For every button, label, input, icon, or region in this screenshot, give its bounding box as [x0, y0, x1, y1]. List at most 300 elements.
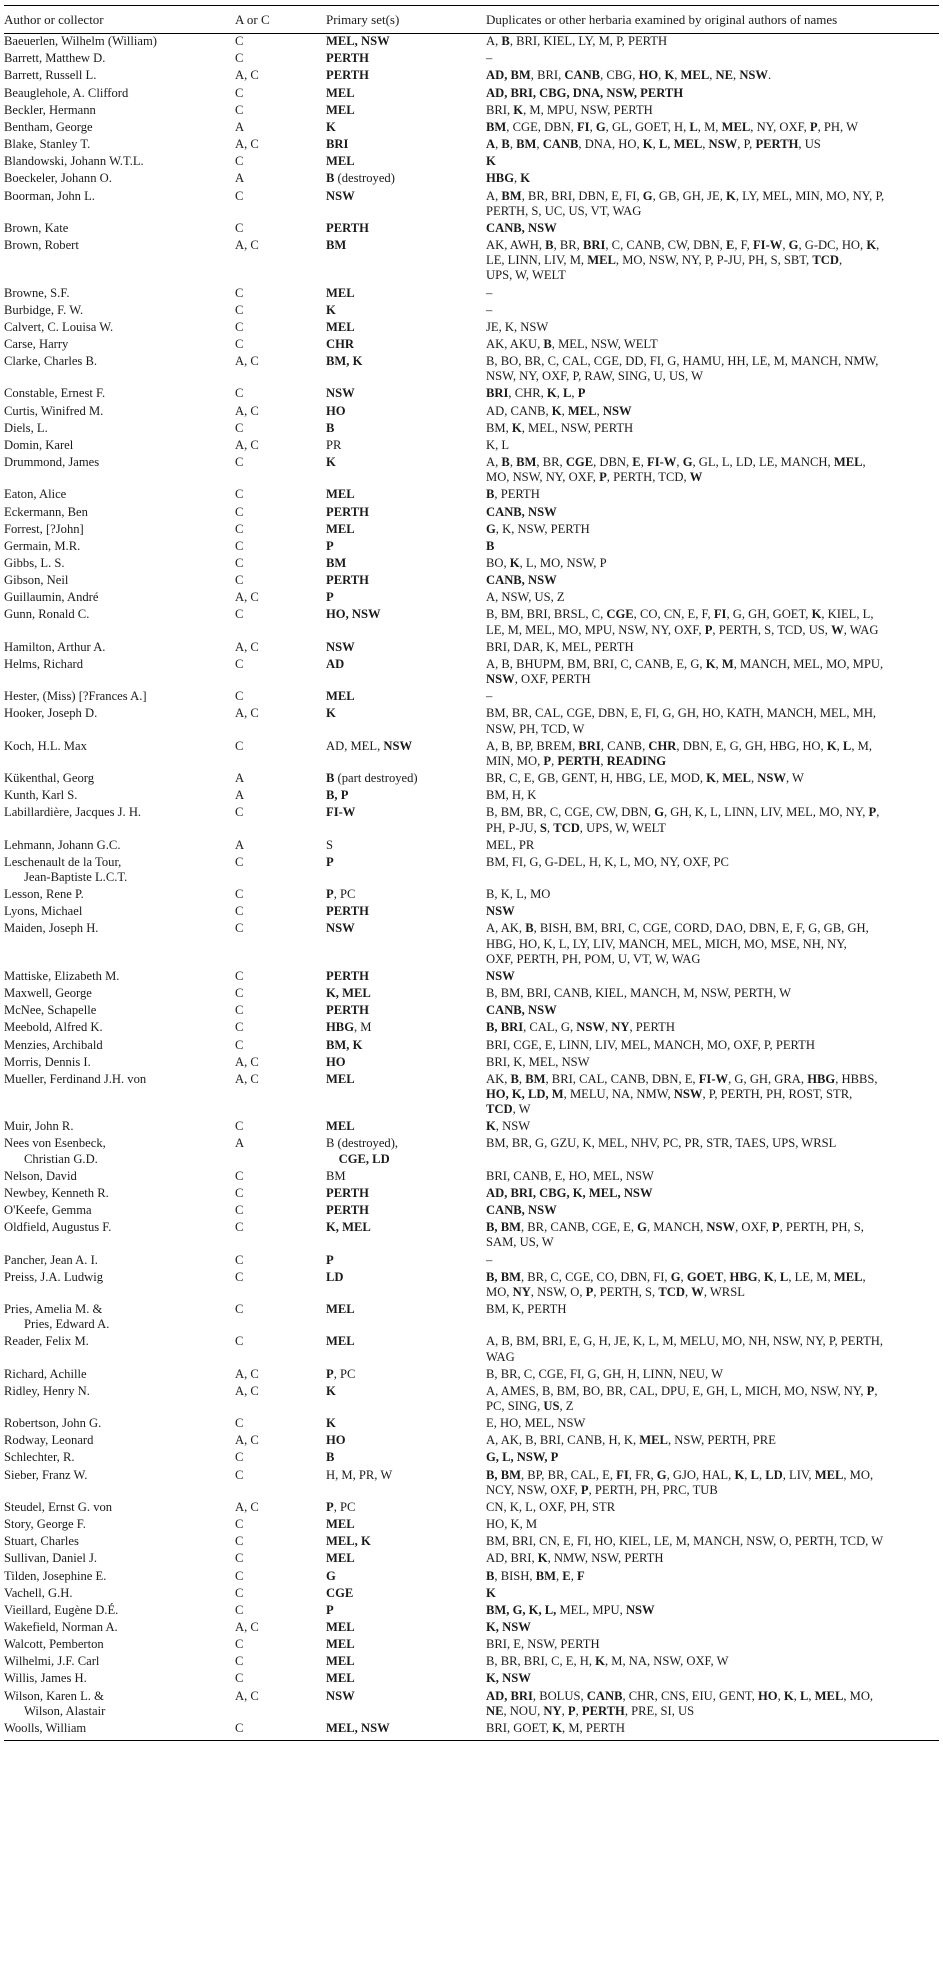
table-row: [4, 838, 939, 855]
text-segment: P: [599, 470, 607, 485]
text-segment: G: [595, 119, 606, 134]
text-segment: A,: [486, 455, 502, 470]
author-cell: [4, 404, 235, 421]
text-segment: PERTH: [326, 1185, 369, 1200]
a-or-c-cell: C: [235, 1467, 244, 1482]
a-or-c-cell: A, C: [235, 437, 259, 452]
a-or-c-cell: C: [235, 319, 244, 334]
table-row: [4, 1517, 939, 1534]
primary-set-cell: [326, 1186, 486, 1203]
duplicates-cell: [486, 805, 939, 837]
table-row: [4, 487, 939, 504]
table-row: [4, 438, 939, 455]
text-segment: .: [768, 68, 772, 83]
text-segment: NSW: [486, 968, 515, 983]
text-segment: HO: [326, 1433, 346, 1448]
text-segment: , BISH,: [494, 1568, 536, 1583]
text-segment: K: [509, 556, 520, 570]
table-row: [4, 805, 939, 837]
a-or-c-cell: C: [235, 51, 244, 66]
text-segment: , M,: [851, 738, 872, 753]
primary-set-cell: [326, 1468, 486, 1500]
primary-set-cell: [326, 1433, 486, 1450]
text-segment: BM: [326, 556, 347, 570]
primary-set-cell: [326, 1517, 486, 1534]
text-segment: FI: [616, 1467, 629, 1482]
author-name: Christian G.D.: [24, 1151, 98, 1166]
table-row: [4, 386, 939, 403]
text-segment: FI-W: [647, 455, 677, 470]
text-segment: AD, BM: [486, 68, 531, 83]
duplicates-cell: [486, 103, 939, 120]
text-segment: A, B, BM, BRI, E, G, H, JE, K, L, M, MELU, MO, NH, NSW, NY, P, PERTH,: [486, 1334, 884, 1349]
author-cell: [4, 1220, 235, 1252]
a-or-c-cell: C: [235, 420, 244, 435]
text-segment: B: [326, 420, 335, 435]
author-cell: [4, 455, 235, 487]
text-segment: HO, K, LD, M: [486, 1087, 564, 1101]
text-segment: LD: [765, 1467, 783, 1482]
author-cell: [4, 1169, 235, 1186]
text-segment: BRI, DAR, K, MEL, PERTH: [486, 639, 634, 654]
text-segment: P: [543, 753, 552, 768]
primary-set-cell: [326, 539, 486, 556]
author-name: Blake, Stanley T.: [4, 137, 91, 152]
text-segment: ,: [596, 403, 603, 418]
text-segment: HO, K, M: [486, 1517, 538, 1532]
author-name: Nelson, David: [4, 1168, 77, 1183]
text-segment: AD, BRI, CBG, K, MEL, NSW: [486, 1185, 653, 1200]
duplicates-cell: [486, 120, 939, 137]
text-segment: BM: [535, 1568, 556, 1583]
text-segment: K: [520, 171, 531, 186]
text-segment: P: [326, 887, 334, 902]
text-segment: AD: [326, 656, 345, 671]
a-or-c-cell: C: [235, 1302, 244, 1317]
a-or-c-cell: C: [235, 854, 244, 869]
a-or-c-cell: C: [235, 102, 244, 117]
table-row: [4, 640, 939, 657]
primary-set-cell: [326, 1586, 486, 1603]
text-segment: AK,: [486, 1071, 511, 1086]
table-row: [4, 1055, 939, 1072]
table-row: [4, 1119, 939, 1136]
primary-set-cell: [326, 986, 486, 1003]
text-segment: PERTH, S, UC, US, VT, WAG: [486, 203, 642, 218]
text-segment: , G, GH, GOET,: [726, 607, 812, 622]
text-segment: B: [545, 238, 554, 253]
author-name: Drummond, James: [4, 455, 100, 470]
a-or-c-cell: C: [235, 1185, 244, 1200]
a-or-c-cell: C: [235, 188, 244, 203]
a-or-c-cell: A, C: [235, 706, 259, 721]
a-or-c-cell: A, C: [235, 1071, 259, 1086]
a-or-c-cell: C: [235, 887, 244, 902]
text-segment: US: [543, 1398, 560, 1413]
author-cell: [4, 354, 235, 386]
author-cell: [4, 805, 235, 837]
text-segment: PERTH: [326, 1203, 369, 1218]
a-or-c-cell: C: [235, 607, 244, 622]
duplicates-cell: [486, 238, 939, 285]
text-segment: , G-DC, HO,: [798, 238, 867, 253]
text-segment: ,: [570, 1568, 577, 1583]
duplicates-cell: [486, 421, 939, 438]
duplicates-cell: [486, 1119, 939, 1136]
primary-set-cell: [326, 1270, 486, 1302]
text-segment: SAM, US, W: [486, 1235, 554, 1250]
author-cell: [4, 1433, 235, 1450]
text-segment: NSW: [326, 1688, 355, 1703]
table-row: [4, 68, 939, 85]
text-segment: TCD: [553, 820, 580, 835]
author-name: Gunn, Ronald C.: [4, 607, 90, 622]
text-segment: BM: [525, 1071, 546, 1086]
text-segment: L: [658, 137, 668, 152]
author-cell: [4, 838, 235, 855]
duplicates-cell: [486, 590, 939, 607]
primary-set-cell: [326, 1637, 486, 1654]
text-segment: , PERTH, S,: [593, 1284, 659, 1299]
text-segment: ,: [757, 1269, 764, 1284]
text-segment: P: [326, 854, 334, 869]
a-or-c-cell: A: [235, 788, 245, 803]
text-segment: BRI: [582, 238, 606, 253]
author-cell: [4, 1654, 235, 1671]
primary-set-cell: [326, 1055, 486, 1072]
text-segment: L: [799, 1688, 809, 1703]
duplicates-cell: [486, 904, 939, 921]
author-cell: [4, 706, 235, 738]
text-segment: ,: [556, 1568, 563, 1583]
text-segment: HO: [638, 68, 659, 83]
author-name: Stuart, Charles: [4, 1534, 79, 1549]
a-or-c-cell: C: [235, 556, 244, 570]
text-segment: NSW: [576, 1020, 605, 1035]
table-row: [4, 221, 939, 238]
text-segment: B, BM, BRI, CANB, KIEL, MANCH, M, NSW, PERTH, W: [486, 986, 792, 1001]
text-segment: ,: [793, 1688, 800, 1703]
text-segment: BRI, E, NSW, PERTH: [486, 1637, 600, 1652]
primary-set-cell: [326, 1569, 486, 1586]
author-name: Barrett, Russell L.: [4, 68, 97, 83]
primary-set-cell: [326, 1551, 486, 1568]
text-segment: , OXF, PERTH: [514, 672, 591, 687]
text-segment: CANB: [542, 137, 579, 152]
a-or-c-cell: A, C: [235, 1499, 259, 1514]
text-segment: , MO,: [843, 1688, 874, 1703]
author-name: Bentham, George: [4, 119, 93, 134]
primary-set-cell: [326, 969, 486, 986]
author-cell: [4, 657, 235, 689]
text-segment: K: [551, 403, 562, 418]
text-segment: PERTH: [326, 220, 369, 235]
a-or-c-cell: C: [235, 538, 244, 553]
text-segment: ,: [556, 386, 563, 401]
author-cell: [4, 137, 235, 154]
text-segment: , M, MPU, NSW, PERTH: [523, 102, 653, 117]
text-segment: PERTH: [326, 1003, 369, 1018]
duplicates-cell: [486, 1055, 939, 1072]
author-cell: [4, 1620, 235, 1637]
table-row: [4, 505, 939, 522]
text-segment: , GL, GOET, H,: [605, 119, 690, 134]
text-segment: ,: [514, 171, 521, 186]
author-cell: [4, 1003, 235, 1020]
author-name: Robertson, John G.: [4, 1416, 102, 1431]
text-segment: ,: [733, 68, 740, 83]
text-segment: G: [326, 1568, 336, 1583]
text-segment: ,: [575, 1703, 582, 1718]
text-segment: , MEL, NSW, WELT: [551, 336, 658, 351]
table-row: [4, 887, 939, 904]
text-segment: PERTH: [326, 51, 369, 66]
text-segment: G: [486, 521, 496, 536]
text-segment: , CHR, CNS, EIU, GENT,: [622, 1688, 758, 1703]
text-segment: HO: [757, 1688, 778, 1703]
text-segment: AK, AWH,: [486, 238, 546, 253]
a-or-c-cell: A: [235, 771, 245, 786]
text-segment: A, NSW, US, Z: [486, 590, 565, 605]
author-name: Barrett, Matthew D.: [4, 51, 106, 66]
author-cell: [4, 1186, 235, 1203]
text-segment: MEL: [326, 154, 355, 169]
text-segment: E, HO, MEL, NSW: [486, 1416, 586, 1431]
text-segment: MEL: [722, 771, 751, 786]
text-segment: E: [562, 1568, 571, 1583]
duplicates-cell: [486, 706, 939, 738]
text-segment: ,: [518, 1071, 526, 1086]
text-segment: , BR, C, CGE, CO, DBN, FI,: [520, 1269, 671, 1284]
duplicates-cell: [486, 86, 939, 103]
text-segment: CGE: [606, 607, 634, 622]
text-segment: , NSW, PERTH, PRE: [667, 1433, 776, 1448]
a-or-c-cell: A, C: [235, 1620, 259, 1634]
text-segment: , PC: [333, 1499, 356, 1514]
text-segment: –: [486, 285, 493, 300]
text-segment: B: [326, 171, 335, 186]
primary-set-cell: [326, 455, 486, 487]
author-name: Burbidge, F. W.: [4, 302, 84, 317]
text-segment: A, B, BHUPM, BM, BRI, C, CANB, E, G,: [486, 656, 706, 671]
a-or-c-cell: A: [235, 171, 245, 186]
duplicates-cell: [486, 1468, 939, 1500]
text-segment: ,: [862, 455, 866, 470]
text-segment: K: [763, 1269, 774, 1284]
duplicates-cell: [486, 607, 939, 639]
author-name: Richard, Achille: [4, 1366, 87, 1381]
text-segment: BR, C, E, GB, GENT, H, HBG, LE, MOD,: [486, 771, 707, 786]
author-cell: [4, 1270, 235, 1302]
text-segment: BM: [326, 1168, 346, 1183]
duplicates-cell: [486, 505, 939, 522]
text-segment: ,: [715, 771, 723, 786]
text-segment: BO,: [486, 556, 510, 570]
duplicates-cell: [486, 221, 939, 238]
text-segment: MEL: [673, 137, 703, 152]
duplicates-cell: [486, 522, 939, 539]
text-segment: PERTH: [326, 904, 369, 919]
text-segment: G: [682, 455, 693, 470]
text-segment: ,: [773, 1269, 780, 1284]
text-segment: ,: [571, 386, 578, 401]
a-or-c-cell: C: [235, 1203, 244, 1218]
duplicates-cell: [486, 1003, 939, 1020]
text-segment: BRI, CGE, E, LINN, LIV, MEL, MANCH, MO, OXF, P, PERTH: [486, 1037, 815, 1052]
a-or-c-cell: C: [235, 921, 244, 936]
primary-set-cell: [326, 51, 486, 68]
text-segment: K: [326, 302, 336, 317]
primary-set-cell: [326, 189, 486, 221]
primary-set-cell: [326, 137, 486, 154]
table-row: [4, 1603, 939, 1620]
text-segment: MEL: [326, 689, 355, 704]
table-row: [4, 969, 939, 986]
text-segment: B, BO, BR, C, CAL, CGE, DD, FI, G, HAMU, HH, LE, M, MANCH, NMW,: [486, 354, 879, 369]
text-segment: , F,: [734, 238, 753, 253]
a-or-c-cell: C: [235, 904, 244, 919]
author-cell: [4, 607, 235, 639]
text-segment: TCD: [486, 1102, 513, 1117]
text-segment: K: [546, 386, 557, 401]
table-row: [4, 1534, 939, 1551]
a-or-c-cell: C: [235, 1119, 244, 1134]
text-segment: BM: [501, 188, 522, 203]
text-segment: MEL: [326, 102, 355, 117]
author-cell: [4, 1253, 235, 1270]
a-or-c-cell: C: [235, 1020, 244, 1035]
text-segment: NSW: [706, 1220, 736, 1235]
text-segment: , MEL, NSW, PERTH: [521, 420, 634, 435]
text-segment: ,: [744, 1467, 751, 1482]
table-row: [4, 904, 939, 921]
text-segment: WAG: [486, 1349, 515, 1364]
author-cell: [4, 1689, 235, 1721]
duplicates-cell: [486, 455, 939, 487]
text-segment: , GL, L, LD, LE, MANCH,: [692, 455, 834, 470]
table-row: [4, 1468, 939, 1500]
a-or-c-cell: C: [235, 220, 244, 235]
header-primary-sets: Primary set(s): [326, 6, 486, 34]
author-name: Domin, Karel: [4, 437, 74, 452]
header-author: Author or collector: [4, 6, 235, 34]
text-segment: P: [580, 1482, 589, 1497]
primary-set-cell: [326, 1620, 486, 1637]
author-name: McNee, Schapelle: [4, 1003, 97, 1018]
text-segment: AD, MEL,: [326, 738, 384, 753]
text-segment: P: [326, 1499, 334, 1514]
text-segment: B, BR, BRI, C, E, H,: [486, 1654, 596, 1669]
text-segment: ,: [509, 137, 517, 152]
duplicates-cell: [486, 1569, 939, 1586]
primary-set-cell: [326, 421, 486, 438]
author-cell: [4, 1119, 235, 1136]
text-segment: B: [510, 1071, 519, 1086]
primary-set-cell: [326, 573, 486, 590]
text-segment: FI: [713, 607, 727, 622]
text-segment: , OXF,: [735, 1220, 772, 1235]
a-or-c-cell: C: [235, 154, 244, 169]
text-segment: , M, NA, NSW, OXF, W: [604, 1654, 729, 1669]
text-segment: AD, BRI,: [486, 1551, 538, 1566]
text-segment: P: [704, 622, 713, 637]
text-segment: PERTH: [326, 504, 369, 519]
author-cell: [4, 1721, 235, 1741]
primary-set-cell: [326, 1416, 486, 1433]
table-row: [4, 171, 939, 188]
primary-set-cell: [326, 103, 486, 120]
author-name: Carse, Harry: [4, 336, 69, 351]
text-segment: BM: [326, 238, 347, 253]
table-row: [4, 1038, 939, 1055]
text-segment: , HBBS,: [835, 1071, 878, 1086]
text-segment: B: [501, 137, 510, 152]
text-segment: E: [632, 455, 641, 470]
primary-set-cell: [326, 556, 486, 573]
text-segment: , MELU, NA, NMW,: [563, 1087, 674, 1101]
author-name: Sieber, Franz W.: [4, 1467, 88, 1482]
a-or-c-cell: C: [235, 1637, 244, 1652]
text-segment: A: [486, 137, 496, 152]
text-segment: ,: [509, 455, 517, 470]
text-segment: TCD: [658, 1284, 685, 1299]
author-name: Kükenthal, Georg: [4, 771, 95, 786]
duplicates-cell: [486, 573, 939, 590]
author-name: Menzies, Archibald: [4, 1037, 103, 1052]
text-segment: K: [513, 102, 524, 117]
primary-set-cell: [326, 1038, 486, 1055]
text-segment: MEL: [833, 455, 863, 470]
duplicates-cell: [486, 404, 939, 421]
a-or-c-cell: C: [235, 302, 244, 317]
table-row: [4, 238, 939, 285]
primary-set-cell: [326, 1169, 486, 1186]
author-cell: [4, 1136, 235, 1168]
text-segment: BM: [516, 137, 537, 152]
author-name: Boeckeler, Johann O.: [4, 171, 112, 186]
duplicates-cell: [486, 788, 939, 805]
text-segment: FI-W: [752, 238, 783, 253]
text-segment: B: [543, 336, 552, 351]
text-segment: B, P: [326, 788, 349, 803]
author-cell: [4, 221, 235, 238]
text-segment: B: [525, 921, 534, 936]
duplicates-cell: [486, 986, 939, 1003]
table-row: [4, 1136, 939, 1168]
author-name: Diels, L.: [4, 420, 48, 435]
table-row: [4, 739, 939, 771]
author-cell: [4, 1603, 235, 1620]
text-segment: K: [783, 1688, 794, 1703]
primary-set-cell: [326, 788, 486, 805]
a-or-c-cell: C: [235, 1568, 244, 1583]
text-segment: NSW: [326, 639, 355, 654]
text-segment: BM,: [486, 420, 512, 435]
text-segment: P: [326, 1602, 334, 1617]
author-name: Beckler, Hermann: [4, 102, 96, 117]
a-or-c-cell: A, C: [235, 639, 259, 654]
table-row: [4, 573, 939, 590]
primary-set-cell: [326, 1603, 486, 1620]
a-or-c-cell: C: [235, 34, 244, 49]
table-row: [4, 590, 939, 607]
duplicates-cell: [486, 1302, 939, 1334]
text-segment: NE: [486, 1703, 504, 1718]
author-name: Brown, Robert: [4, 238, 79, 253]
text-segment: K: [511, 420, 522, 435]
primary-set-cell: [326, 1534, 486, 1551]
text-segment: B, BRI: [486, 1020, 524, 1035]
